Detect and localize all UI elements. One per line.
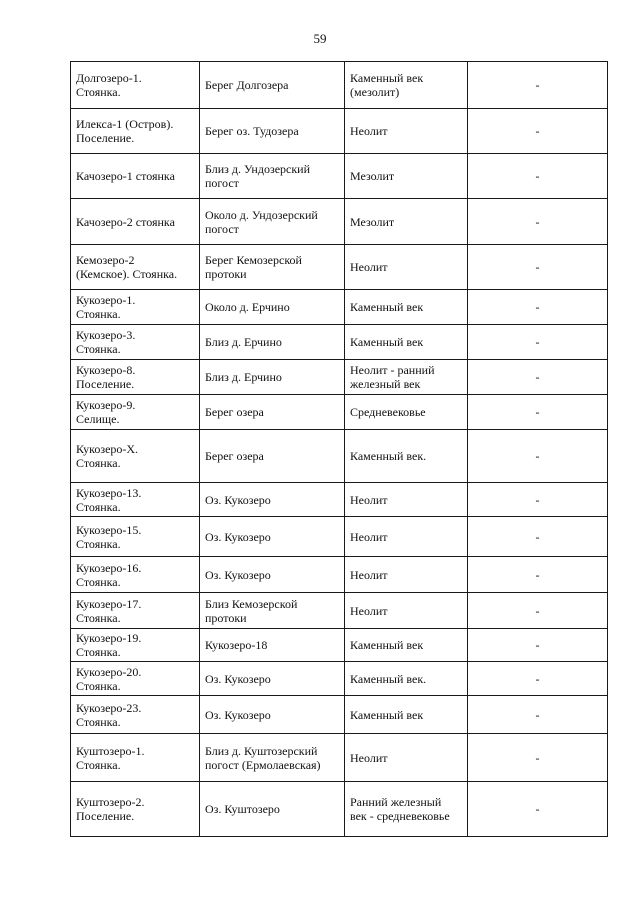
site-extra-cell: - xyxy=(468,696,608,734)
site-extra-cell: - xyxy=(468,662,608,696)
site-name-cell: Качозеро-2 стоянка xyxy=(71,199,200,245)
site-period-cell: Каменный век xyxy=(345,290,468,325)
table-row xyxy=(71,430,608,483)
table-row xyxy=(71,290,608,325)
site-name-cell: Кукозеро-Х. Стоянка. xyxy=(71,430,200,483)
site-extra-cell: - xyxy=(468,593,608,629)
site-period-cell: Неолит xyxy=(345,109,468,154)
site-name-cell: Кукозеро-15. Стоянка. xyxy=(71,517,200,557)
site-extra-cell: - xyxy=(468,430,608,483)
site-period-cell: Неолит xyxy=(345,734,468,782)
table-row xyxy=(71,696,608,734)
site-location-cell: Близ д. Ундозерский погост xyxy=(200,154,345,199)
site-location-cell: Оз. Кукозеро xyxy=(200,696,345,734)
site-location-cell: Берег озера xyxy=(200,395,345,430)
table-row xyxy=(71,782,608,837)
table-row xyxy=(71,483,608,517)
site-period-cell: Каменный век. xyxy=(345,662,468,696)
site-location-cell: Близ д. Ерчино xyxy=(200,360,345,395)
table-row xyxy=(71,199,608,245)
table-row xyxy=(71,360,608,395)
page-number: 59 xyxy=(313,31,327,46)
site-extra-cell: - xyxy=(468,557,608,593)
site-period-cell: Каменный век xyxy=(345,325,468,360)
site-name-cell: Кукозеро-13. Стоянка. xyxy=(71,483,200,517)
site-period-cell: Ранний железный век - средневековье xyxy=(345,782,468,837)
site-extra-cell: - xyxy=(468,734,608,782)
site-name-cell: Куштозеро-1. Стоянка. xyxy=(71,734,200,782)
site-name-cell: Кукозеро-20. Стоянка. xyxy=(71,662,200,696)
site-location-cell: Около д. Ерчино xyxy=(200,290,345,325)
site-location-cell: Оз. Кукозеро xyxy=(200,557,345,593)
site-location-cell: Оз. Кукозеро xyxy=(200,483,345,517)
site-extra-cell: - xyxy=(468,483,608,517)
heritage-sites-table xyxy=(70,61,608,837)
site-period-cell: Неолит xyxy=(345,483,468,517)
table-row xyxy=(71,734,608,782)
site-name-cell: Кукозеро-9. Селище. xyxy=(71,395,200,430)
site-name-cell: Кукозеро-16. Стоянка. xyxy=(71,557,200,593)
table-row xyxy=(71,395,608,430)
site-name-cell: Илекса-1 (Остров). Поселение. xyxy=(71,109,200,154)
site-period-cell: Каменный век xyxy=(345,629,468,662)
site-period-cell: Неолит xyxy=(345,517,468,557)
table-row xyxy=(71,557,608,593)
table-row xyxy=(71,109,608,154)
table-row xyxy=(71,62,608,109)
site-extra-cell: - xyxy=(468,199,608,245)
site-location-cell: Оз. Кукозеро xyxy=(200,662,345,696)
site-period-cell: Каменный век xyxy=(345,696,468,734)
table-row xyxy=(71,517,608,557)
site-period-cell: Мезолит xyxy=(345,199,468,245)
site-location-cell: Кукозеро-18 xyxy=(200,629,345,662)
site-location-cell: Берег Кемозерской протоки xyxy=(200,245,345,290)
site-period-cell: Неолит xyxy=(345,245,468,290)
site-name-cell: Кукозеро-1. Стоянка. xyxy=(71,290,200,325)
site-name-cell: Куштозеро-2. Поселение. xyxy=(71,782,200,837)
site-extra-cell: - xyxy=(468,629,608,662)
table-row xyxy=(71,154,608,199)
table-row xyxy=(71,245,608,290)
table-row xyxy=(71,629,608,662)
site-extra-cell: - xyxy=(468,325,608,360)
site-name-cell: Кукозеро-3. Стоянка. xyxy=(71,325,200,360)
site-period-cell: Неолит - ранний железный век xyxy=(345,360,468,395)
site-period-cell: Мезолит xyxy=(345,154,468,199)
site-name-cell: Кукозеро-8. Поселение. xyxy=(71,360,200,395)
site-name-cell: Качозеро-1 стоянка xyxy=(71,154,200,199)
site-period-cell: Неолит xyxy=(345,557,468,593)
site-extra-cell: - xyxy=(468,290,608,325)
site-extra-cell: - xyxy=(468,154,608,199)
site-extra-cell: - xyxy=(468,62,608,109)
site-location-cell: Близ д. Ерчино xyxy=(200,325,345,360)
site-extra-cell: - xyxy=(468,782,608,837)
site-location-cell: Берег оз. Тудозера xyxy=(200,109,345,154)
site-name-cell: Долгозеро-1. Стоянка. xyxy=(71,62,200,109)
site-location-cell: Оз. Кукозеро xyxy=(200,517,345,557)
site-location-cell: Около д. Ундозерский погост xyxy=(200,199,345,245)
table-row xyxy=(71,662,608,696)
site-name-cell: Кукозеро-19. Стоянка. xyxy=(71,629,200,662)
site-location-cell: Оз. Куштозеро xyxy=(200,782,345,837)
site-period-cell: Средневековье xyxy=(345,395,468,430)
site-extra-cell: - xyxy=(468,360,608,395)
site-location-cell: Близ Кемозерской протоки xyxy=(200,593,345,629)
site-period-cell: Каменный век. xyxy=(345,430,468,483)
site-name-cell: Кукозеро-23. Стоянка. xyxy=(71,696,200,734)
site-location-cell: Близ д. Куштозерский погост (Ермолаевская) xyxy=(200,734,345,782)
site-location-cell: Берег Долгозера xyxy=(200,62,345,109)
site-period-cell: Каменный век (мезолит) xyxy=(345,62,468,109)
site-extra-cell: - xyxy=(468,395,608,430)
site-period-cell: Неолит xyxy=(345,593,468,629)
site-name-cell: Кемозеро-2 (Кемское). Стоянка. xyxy=(71,245,200,290)
site-extra-cell: - xyxy=(468,245,608,290)
site-name-cell: Кукозеро-17. Стоянка. xyxy=(71,593,200,629)
site-extra-cell: - xyxy=(468,109,608,154)
table-row xyxy=(71,593,608,629)
site-extra-cell: - xyxy=(468,517,608,557)
table-row xyxy=(71,325,608,360)
site-location-cell: Берег озера xyxy=(200,430,345,483)
